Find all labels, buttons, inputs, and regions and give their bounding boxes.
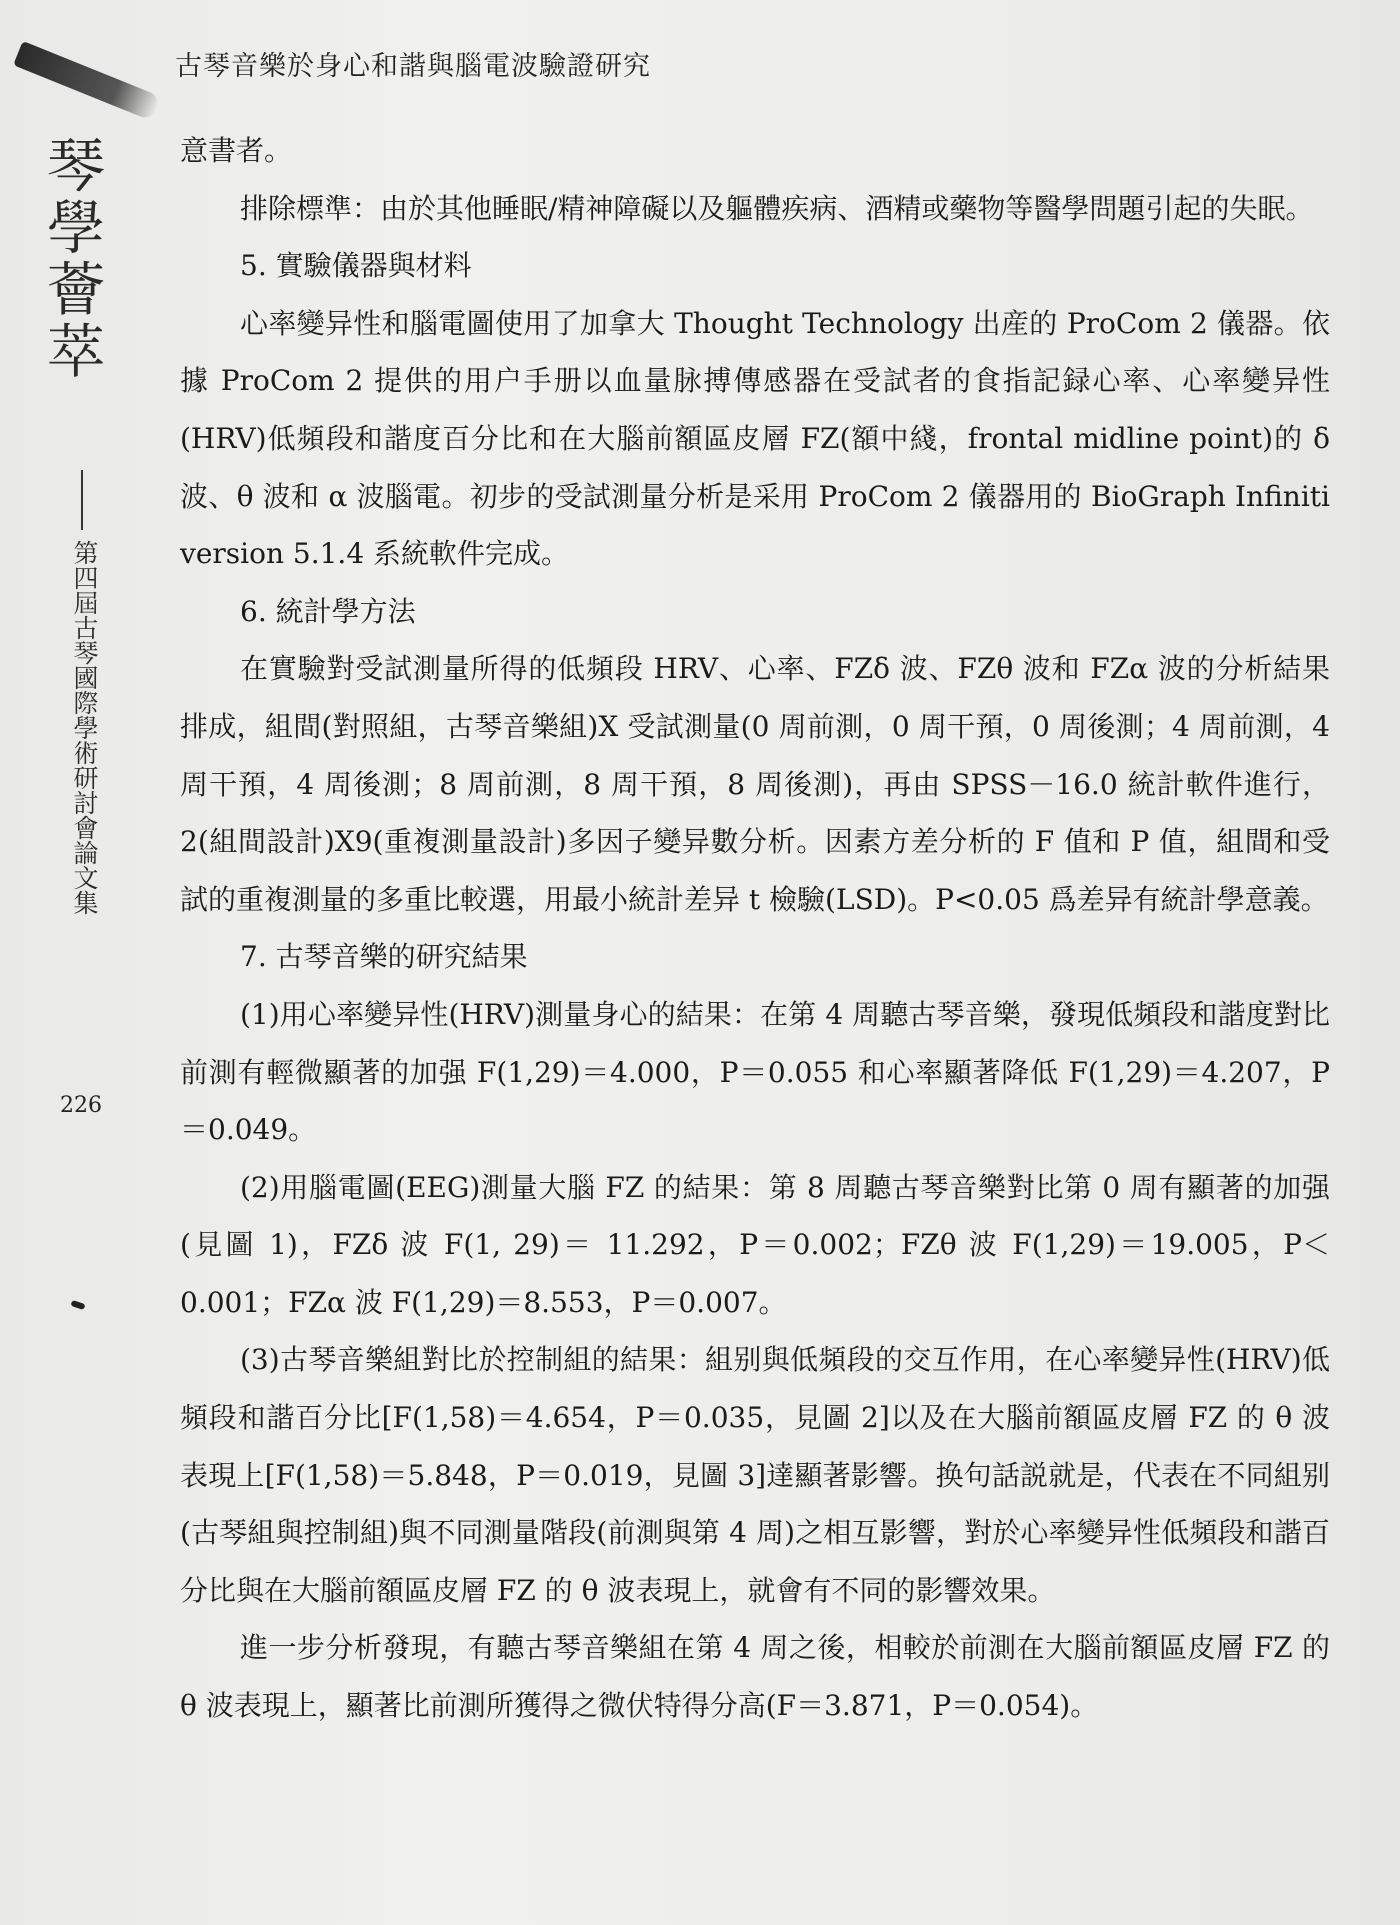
side-title: 琴學薈萃 <box>37 135 105 383</box>
paragraph-continuation: 意書者。 <box>180 134 293 167</box>
paragraph-exclusion-criteria: 排除標準：由於其他睡眠/精神障礙以及軀體疾病、酒精或藥物等醫學問題引起的失眠。 <box>240 191 1314 225</box>
paragraph-result-eeg: (2)用腦電圖(EEG)測量大腦 FZ 的結果：第 8 周聽古琴音樂對比第 0 周有顯著的加强(見圖 1)，FZδ 波 F(1, 29)＝ 11.292，P＝0.002；FZθ 波 F(1,29)＝19.005，P＜0.001；FZα 波 F(1,29)＝8.553，P＝0.007。 <box>180 1170 1330 1319</box>
body-text <box>180 122 1330 1735</box>
paragraph-further-analysis: 進一步分析發現，有聽古琴音樂組在第 4 周之後，相較於前測在大腦前額區皮層 FZ 的 θ 波表現上，顯著比前測所獲得之微伏特得分高(F＝3.871，P＝0.054)。 <box>180 1631 1330 1723</box>
paragraph-result-hrv: (1)用心率變异性(HRV)測量身心的結果：在第 4 周聽古琴音樂，發現低頻段和諧度對比前測有輕微顯著的加强 F(1,29)＝4.000，P＝0.055 和心率顯著降低 F(1,29)＝4.207，P＝0.049。 <box>180 997 1330 1147</box>
section-heading-7: 7. 古琴音樂的研究結果 <box>240 940 528 974</box>
running-head: 古琴音樂於身心和諧與腦電波驗證研究 <box>175 51 651 82</box>
section-heading-5: 5. 實驗儀器與材料 <box>240 249 472 283</box>
paragraph-result-interaction: (3)古琴音樂組對比於控制組的結果：組别與低頻段的交互作用，在心率變异性(HRV)低頻段和諧百分比[F(1,58)＝4.654，P＝0.035，見圖 2]以及在大腦前額區皮層 FZ 的 θ 波表現上[F(1,58)＝5.848，P＝0.019，見圖 3]達顯著影響。换句話説就是，代表在不同組别(古琴組與控制組)與不同測量階段(前測與第 4 周)之相互影響，對於心率變异性低頻段和諧百分比與在大腦前額區皮層 FZ 的 θ 波表現上，就會有不同的影響效果。 <box>180 1343 1330 1607</box>
section-heading-6: 6. 統計學方法 <box>240 594 416 628</box>
paragraph-statistics: 在實驗對受試測量所得的低頻段 HRV、心率、FZδ 波、FZθ 波和 FZα 波的分析結果排成，組間(對照組，古琴音樂組)X 受試測量(0 周前測，0 周干預，0 周後測；4 周前測，4 周干預，4 周後測；8 周前測，8 周干預，8 周後測)，再由 SPSS－16.0 統計軟件進行，2(組間設計)X9(重複測量設計)多因子變异數分析。因素方差分析的 F 值和 P 值，組間和受試的重複測量的多重比較選，用最小統計差异 t 檢驗(LSD)。P<0.05 爲差异有統計學意義。 <box>180 652 1330 916</box>
side-subtitle: 第四屆古琴國際學術研討會論文集 <box>70 540 99 915</box>
paragraph-instruments: 心率變异性和腦電圖使用了加拿大 Thought Technology 出産的 ProCom 2 儀器。依據 ProCom 2 提供的用户手册以血量脉搏傳感器在受試者的食指記録心率、心率變异性(HRV)低頻段和諧度百分比和在大腦前額區皮層 FZ(額中綫，frontal midline point)的 δ 波、θ 波和 α 波腦電。初步的受試測量分析是采用 ProCom 2 儀器用的 BioGraph Infiniti version 5.1.4 系統軟件完成。 <box>180 306 1330 571</box>
page-number: 226 <box>60 1093 102 1118</box>
side-rule-divider <box>81 470 83 530</box>
